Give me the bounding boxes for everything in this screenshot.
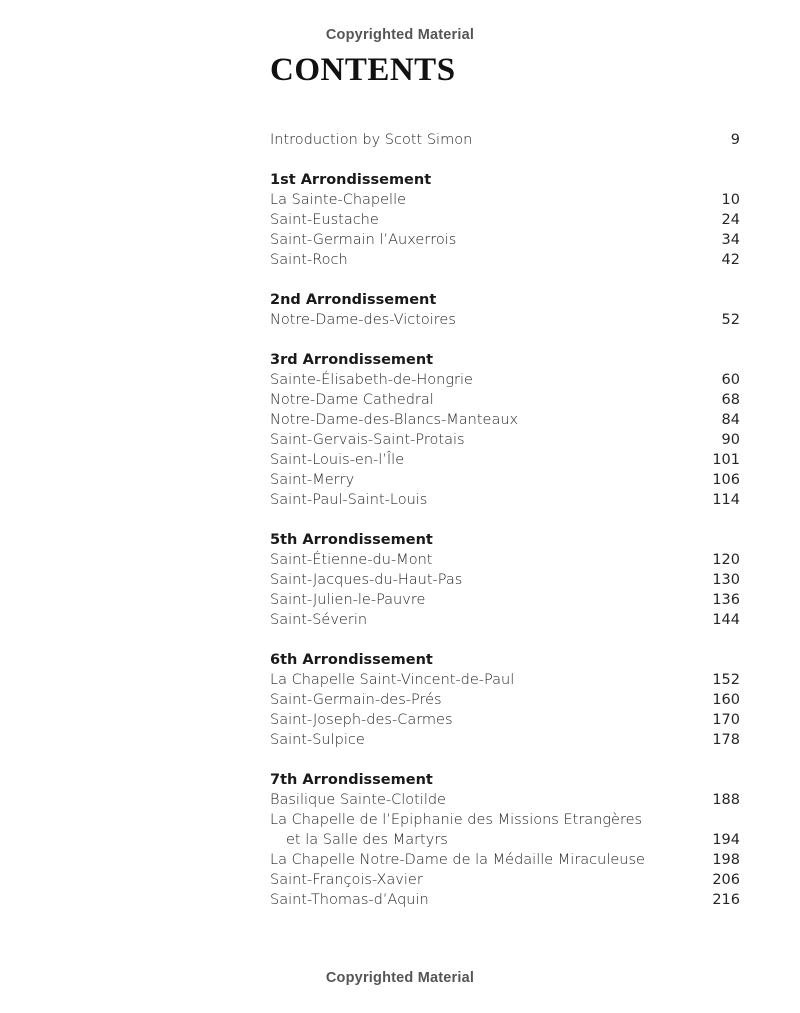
toc-entry-page: 206	[712, 872, 740, 888]
toc-entry-page: 60	[721, 372, 740, 388]
toc-entry-page: 178	[712, 732, 740, 748]
toc-entry-title: Sainte-Élisabeth-de-Hongrie	[270, 372, 473, 388]
toc-entry-page: 198	[712, 852, 740, 868]
toc-entry-title: Saint-Paul-Saint-Louis	[270, 492, 428, 508]
toc-entry-introduction[interactable]	[270, 130, 740, 150]
toc-entry[interactable]	[270, 850, 740, 870]
toc-entry-page: 52	[721, 312, 740, 328]
toc-entry-page: 144	[712, 612, 740, 628]
toc-entry[interactable]	[270, 710, 740, 730]
toc-entry-page: 10	[721, 192, 740, 208]
toc-entry[interactable]	[270, 410, 740, 430]
toc-entry-title: Saint-Germain l’Auxerrois	[270, 232, 457, 248]
toc-entry-title: La Chapelle de l’Epiphanie des Missions Etrangères	[270, 812, 643, 828]
toc-entry[interactable]	[270, 450, 740, 470]
toc-entry-page: 136	[712, 592, 740, 608]
toc-entry-title: Saint-Joseph-des-Carmes	[270, 712, 453, 728]
toc-entry-title: Saint-François-Xavier	[270, 872, 423, 888]
toc-entry[interactable]	[270, 390, 740, 410]
toc-entry[interactable]	[270, 690, 740, 710]
contents-heading: CONTENTS	[270, 52, 456, 88]
toc-entry-title: Saint-Roch	[270, 252, 348, 268]
toc-entry[interactable]	[270, 210, 740, 230]
toc-entry-title: Saint-Merry	[270, 472, 355, 488]
toc-entry[interactable]	[270, 190, 740, 210]
toc-entry-page: 160	[712, 692, 740, 708]
section-heading: 2nd Arrondissement	[270, 292, 437, 308]
toc-entry-page: 216	[712, 892, 740, 908]
toc-entry-title: Saint-Eustache	[270, 212, 379, 228]
toc-entry-title: Saint-Étienne-du-Mont	[270, 552, 433, 568]
toc-entry-title: Saint-Gervais-Saint-Protais	[270, 432, 465, 448]
toc-entry[interactable]	[270, 550, 740, 570]
toc-entry[interactable]	[270, 890, 740, 910]
toc-entry-title: Saint-Julien-le-Pauvre	[270, 592, 426, 608]
toc-entry[interactable]	[270, 470, 740, 490]
toc-entry[interactable]	[270, 570, 740, 590]
toc-entry-title: Saint-Thomas-d’Aquin	[270, 892, 429, 908]
toc-entry-title: Saint-Germain-des-Prés	[270, 692, 442, 708]
toc-entry[interactable]	[270, 810, 740, 830]
section-heading: 3rd Arrondissement	[270, 352, 434, 368]
toc-entry[interactable]	[270, 430, 740, 450]
table-of-contents	[270, 130, 740, 910]
toc-section	[270, 350, 740, 510]
section-heading: 6th Arrondissement	[270, 652, 433, 668]
toc-entry[interactable]	[270, 490, 740, 510]
toc-entry[interactable]	[270, 230, 740, 250]
toc-entry-page: 90	[721, 432, 740, 448]
toc-entry-page: 106	[712, 472, 740, 488]
section-heading: 1st Arrondissement	[270, 172, 432, 188]
toc-entry-page: 130	[712, 572, 740, 588]
toc-entry-page: 84	[721, 412, 740, 428]
toc-entry-title: Saint-Séverin	[270, 612, 368, 628]
toc-entry-title: Basilique Sainte-Clotilde	[270, 792, 446, 808]
toc-section	[270, 530, 740, 630]
toc-entry[interactable]	[270, 250, 740, 270]
toc-entry[interactable]	[270, 610, 740, 630]
copyright-watermark-bottom: Copyrighted Material	[325, 970, 475, 986]
toc-entry-page: 68	[721, 392, 740, 408]
toc-entry-title: La Sainte-Chapelle	[270, 192, 407, 208]
toc-entry[interactable]	[270, 790, 740, 810]
toc-entry-title: La Chapelle Notre-Dame de la Médaille Miraculeuse	[270, 852, 645, 868]
toc-section	[270, 290, 740, 330]
toc-entry-page: 194	[712, 832, 740, 848]
toc-entry-page: 120	[712, 552, 740, 568]
section-heading: 5th Arrondissement	[270, 532, 433, 548]
toc-entry[interactable]	[270, 370, 740, 390]
toc-entry-page: 152	[712, 672, 740, 688]
toc-entry-title: Notre-Dame-des-Blancs-Manteaux	[270, 412, 519, 428]
toc-entry[interactable]	[270, 870, 740, 890]
toc-entry-title: Introduction by Scott Simon	[270, 132, 473, 148]
toc-entry-title: Saint-Louis-en-l’Île	[270, 452, 405, 468]
toc-section	[270, 770, 740, 910]
toc-entry-continuation[interactable]	[270, 830, 740, 850]
toc-entry[interactable]	[270, 590, 740, 610]
toc-entry-title: Notre-Dame-des-Victoires	[270, 312, 456, 328]
toc-entry-page: 24	[721, 212, 740, 228]
toc-entry[interactable]	[270, 730, 740, 750]
toc-section	[270, 650, 740, 750]
toc-entry-title: Saint-Sulpice	[270, 732, 365, 748]
section-heading: 7th Arrondissement	[270, 772, 433, 788]
toc-entry-page: 9	[730, 132, 740, 148]
toc-entry[interactable]	[270, 670, 740, 690]
toc-entry[interactable]	[270, 310, 740, 330]
toc-entry-page: 114	[712, 492, 740, 508]
toc-entry-page: 101	[712, 452, 740, 468]
toc-entry-page: 34	[721, 232, 740, 248]
toc-entry-title: Notre-Dame Cathedral	[270, 392, 434, 408]
toc-entry-title: Saint-Jacques-du-Haut-Pas	[270, 572, 463, 588]
toc-entry-title: La Chapelle Saint-Vincent-de-Paul	[270, 672, 515, 688]
copyright-watermark-top: Copyrighted Material	[325, 27, 475, 43]
toc-section	[270, 170, 740, 270]
toc-entry-page: 42	[721, 252, 740, 268]
toc-entry-title: et la Salle des Martyrs	[286, 832, 448, 848]
toc-entry-page: 188	[712, 792, 740, 808]
toc-entry-page: 170	[712, 712, 740, 728]
